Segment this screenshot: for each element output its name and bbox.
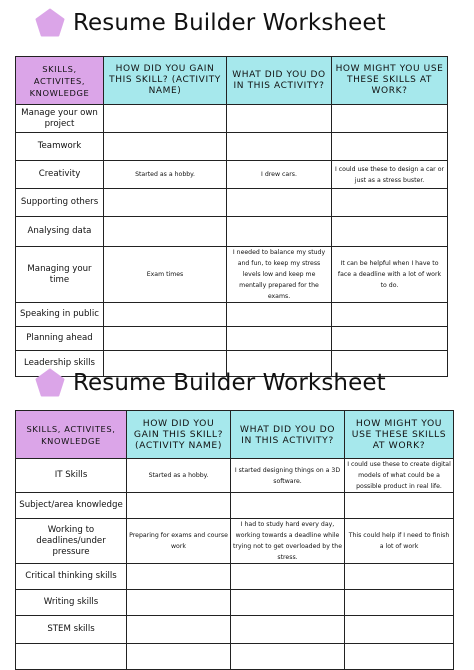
table-row [16,303,448,327]
how-cell[interactable] [127,493,231,519]
pentagon-icon [35,368,65,398]
use-cell[interactable] [345,564,454,590]
how-cell[interactable]: Preparing for exams and course work [127,519,231,564]
table-row [16,189,448,217]
column-header-what: WHAT DID YOU DO IN THIS ACTIVITY? [227,57,332,105]
what-cell[interactable]: I drew cars. [227,161,332,189]
table-header-row [16,57,448,105]
table-row [16,133,448,161]
skill-cell: Teamwork [16,133,104,161]
how-cell[interactable] [104,105,227,133]
worksheet-header [35,8,386,38]
skills-table [15,410,454,670]
how-cell[interactable] [104,133,227,161]
skill-cell: Creativity [16,161,104,189]
skill-cell: Subject/area knowledge [16,493,127,519]
column-header-skills: SKILLS, ACTIVITES, KNOWLEDGE [16,57,104,105]
skill-cell: Planning ahead [16,327,104,351]
table-row [16,644,454,670]
use-cell[interactable]: It can be helpful when I have to face a deadline with a lot of work to do. [332,247,448,303]
what-cell[interactable] [231,493,345,519]
what-cell[interactable] [227,189,332,217]
table-row [16,217,448,247]
table-header-row [16,411,454,459]
how-cell[interactable] [127,616,231,644]
use-cell[interactable] [332,303,448,327]
how-cell[interactable] [104,217,227,247]
table-row [16,590,454,616]
use-cell[interactable]: This could help if I need to finish a lot of work [345,519,454,564]
skill-cell: IT Skills [16,459,127,493]
use-cell[interactable] [345,644,454,670]
skills-table [15,56,448,377]
skill-cell: Working to deadlines/under pressure [16,519,127,564]
table-row [16,161,448,189]
table-row [16,564,454,590]
what-cell[interactable] [231,644,345,670]
skill-cell: Writing skills [16,590,127,616]
how-cell[interactable]: Exam times [104,247,227,303]
table-row [16,616,454,644]
what-cell[interactable]: I needed to balance my study and fun, to keep my stress levels low and keep me mentally prepared for the exams. [227,247,332,303]
worksheet-header [35,368,386,398]
what-cell[interactable] [227,105,332,133]
use-cell[interactable] [345,616,454,644]
table-row [16,459,454,493]
column-header-what: WHAT DID YOU DO IN THIS ACTIVITY? [231,411,345,459]
use-cell[interactable] [332,189,448,217]
how-cell[interactable] [104,189,227,217]
how-cell[interactable]: Started as a hobby. [104,161,227,189]
column-header-use: HOW MIGHT YOU USE THESE SKILLS AT WORK? [345,411,454,459]
pentagon-icon [35,8,65,38]
how-cell[interactable] [104,303,227,327]
what-cell[interactable]: I started designing things on a 3D software. [231,459,345,493]
what-cell[interactable] [227,303,332,327]
how-cell[interactable] [104,327,227,351]
skill-cell: Supporting others [16,189,104,217]
table-row [16,247,448,303]
skill-cell: STEM skills [16,616,127,644]
skill-cell: Critical thinking skills [16,564,127,590]
table-row [16,519,454,564]
use-cell[interactable] [332,105,448,133]
what-cell[interactable] [231,564,345,590]
use-cell[interactable]: I could use these to create digital models of what could be a possible product in real life. [345,459,454,493]
what-cell[interactable] [227,133,332,161]
how-cell[interactable] [127,644,231,670]
column-header-how: HOW DID YOU GAIN THIS SKILL? (ACTIVITY NAME) [104,57,227,105]
use-cell[interactable]: I could use these to design a car or just as a stress buster. [332,161,448,189]
what-cell[interactable] [231,590,345,616]
table-row [16,327,448,351]
table-row [16,493,454,519]
column-header-use: HOW MIGHT YOU USE THESE SKILLS AT WORK? [332,57,448,105]
column-header-how: HOW DID YOU GAIN THIS SKILL? (ACTIVITY NAME) [127,411,231,459]
skill-cell: Analysing data [16,217,104,247]
column-header-skills: SKILLS, ACTIVITES, KNOWLEDGE [16,411,127,459]
how-cell[interactable] [127,590,231,616]
worksheet-title: Resume Builder Worksheet [73,370,386,396]
worksheet-title: Resume Builder Worksheet [73,10,386,36]
use-cell[interactable] [345,590,454,616]
what-cell[interactable] [227,217,332,247]
skill-cell: Speaking in public [16,303,104,327]
use-cell[interactable] [332,327,448,351]
what-cell[interactable] [231,616,345,644]
skill-cell: Leadership skills [16,351,104,377]
what-cell[interactable]: I had to study hard every day, working towards a deadline while trying not to get overloaded by the stress. [231,519,345,564]
use-cell[interactable] [332,133,448,161]
skill-cell: Managing your time [16,247,104,303]
worksheet-2 [0,362,474,632]
use-cell[interactable] [345,493,454,519]
how-cell[interactable] [127,564,231,590]
table-row [16,105,448,133]
how-cell[interactable]: Started as a hobby. [127,459,231,493]
skill-cell: Manage your own project [16,105,104,133]
what-cell[interactable] [227,327,332,351]
skill-cell [16,644,127,670]
use-cell[interactable] [332,217,448,247]
